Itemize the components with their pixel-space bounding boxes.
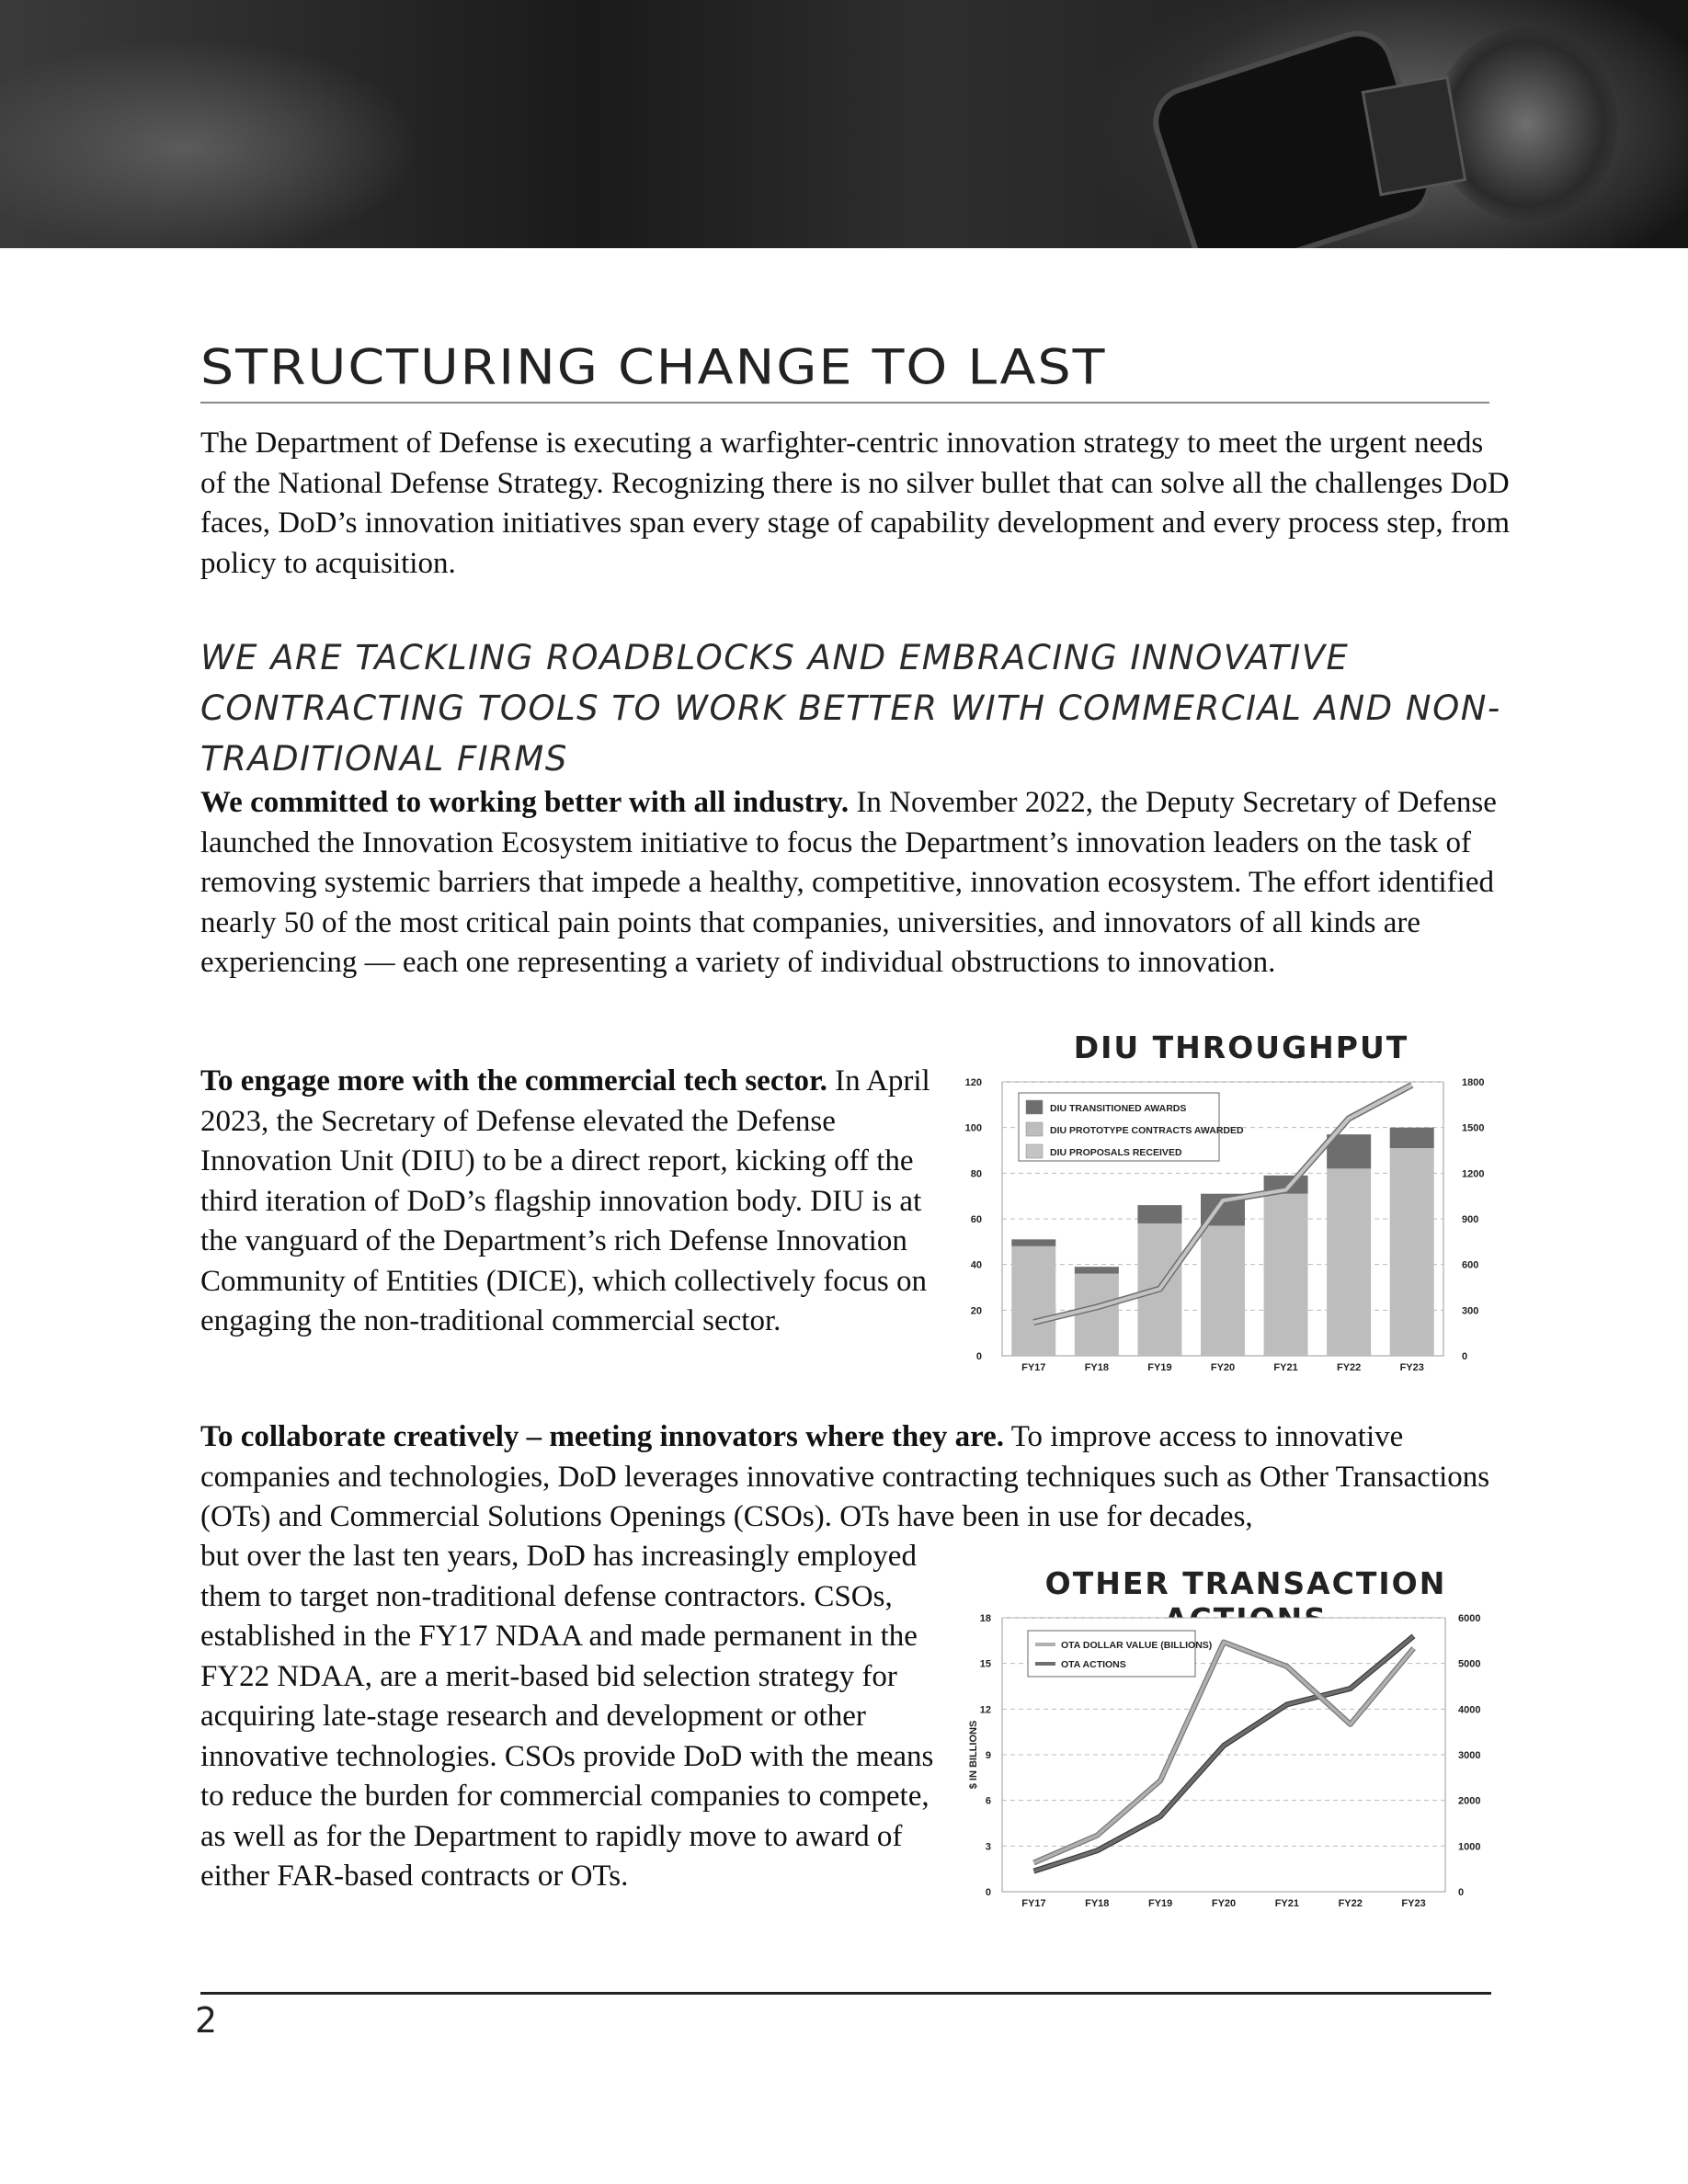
y2-tick-label: 0	[1458, 1887, 1465, 1898]
intro-paragraph: The Department of Defense is executing a warfighter-centric innovation strategy to meet the urgent needs of the National Defense Strategy. Recognizing there is no silver bullet that can solve all the challenges DoD faces, DoD’s innovation initiatives span every stage of capability development and every process step, from policy to acquisition.	[200, 427, 1511, 580]
legend-label: DIU PROTOTYPE CONTRACTS AWARDED	[1050, 1125, 1244, 1136]
x-tick-label: FY22	[1338, 1898, 1363, 1909]
y2-tick-label: 1500	[1462, 1122, 1485, 1134]
bar-prototype-awards	[1390, 1148, 1434, 1356]
diu-throughput-chart	[947, 1071, 1499, 1379]
y2-tick-label: 4000	[1458, 1704, 1481, 1716]
legend-swatch	[1026, 1100, 1043, 1114]
bar-prototype-awards	[1075, 1274, 1119, 1356]
ota-chart-title: OTHER TRANSACTION	[1044, 1565, 1447, 1601]
y-tick-label: 9	[985, 1750, 991, 1761]
x-tick-label: FY20	[1211, 1898, 1237, 1909]
paragraph-lead: To engage more with the commercial tech sector.	[200, 1064, 827, 1098]
footer-divider	[200, 1992, 1491, 1995]
section-subheading: WE ARE TACKLING ROADBLOCKS AND EMBRACING INNOVATIVE CONTRACTING TOOLS TO WORK BETTER WITH COMMERCIAL AND NON-TRADITIONAL FIRMS	[200, 638, 1501, 779]
x-tick-label: FY18	[1085, 1898, 1110, 1909]
y-tick-label: 3	[985, 1841, 991, 1853]
paragraph-body: To improve access to innovative companies and technologies, DoD leverages innovative contracting techniques such as Other Transactions (OTs) and Commercial Solutions Openings (CSOs). OTs have been in use for decades,	[200, 1420, 1490, 1533]
legend-label: OTA DOLLAR VALUE (BILLIONS)	[1061, 1640, 1213, 1651]
y-tick-label: 20	[970, 1305, 982, 1317]
y-tick-label: 40	[970, 1259, 982, 1271]
paragraph-lead: To collaborate creatively – meeting innovators where they are.	[200, 1420, 1005, 1453]
bar-prototype-awards	[1011, 1246, 1055, 1356]
y2-tick-label: 1200	[1462, 1168, 1485, 1180]
bar-transitioned-awards	[1075, 1267, 1119, 1273]
paragraph-body: In November 2022, the Deputy Secretary of Defense launched the Innovation Ecosystem initiative to focus the Department’s innovation leaders on the task of removing systemic barriers that impede a healthy, competitive, innovation ecosystem. The effort identified nearly 50 of the most critical pain points that companies, universities, and innovators of all kinds are experiencing — each one representing a variety of individual obstructions to innovation.	[200, 786, 1497, 979]
bar-prototype-awards	[1327, 1168, 1371, 1356]
bar-transitioned-awards	[1137, 1205, 1181, 1223]
page-title: STRUCTURING CHANGE TO LAST	[200, 339, 1107, 396]
x-tick-label: FY19	[1147, 1362, 1172, 1373]
legend-label: DIU PROPOSALS RECEIVED	[1050, 1147, 1182, 1158]
paragraph-industry	[200, 783, 1515, 984]
x-tick-label: FY20	[1210, 1362, 1236, 1373]
x-tick-label: FY22	[1336, 1362, 1362, 1373]
page-number: 2	[195, 2000, 220, 2041]
y2-tick-label: 2000	[1458, 1795, 1481, 1807]
legend-label: DIU TRANSITIONED AWARDS	[1050, 1103, 1187, 1114]
paragraph-collaborate	[200, 1417, 1515, 1538]
y-tick-label: 100	[964, 1122, 982, 1134]
hero-banner-image	[0, 0, 1688, 248]
y2-tick-label: 1800	[1462, 1077, 1485, 1088]
legend-swatch	[1026, 1144, 1043, 1158]
paragraph-commercial-tech	[200, 1062, 945, 1342]
y2-tick-label: 3000	[1458, 1750, 1481, 1761]
y2-tick-label: 1000	[1458, 1841, 1481, 1853]
x-tick-label: FY18	[1084, 1362, 1110, 1373]
bar-prototype-awards	[1264, 1194, 1308, 1356]
y-tick-label: 12	[979, 1704, 991, 1716]
y-tick-label: 6	[985, 1795, 991, 1807]
y-tick-label: 0	[985, 1887, 991, 1898]
title-divider	[200, 402, 1489, 404]
paragraph-lead: We committed to working better with all industry.	[200, 786, 850, 819]
x-tick-label: FY21	[1274, 1898, 1300, 1909]
y2-tick-label: 300	[1462, 1305, 1479, 1317]
y-tick-label: 0	[975, 1351, 982, 1362]
x-tick-label: FY21	[1273, 1362, 1298, 1373]
other-transaction-actions-chart	[965, 1607, 1499, 1919]
bar-prototype-awards	[1201, 1225, 1245, 1356]
paragraph-body: In April 2023, the Secretary of Defense elevated the Defense Innovation Unit (DIU) to be a direct report, kicking off the third iteration of DoD’s flagship innovation body. DIU is at the vanguard of the Department’s rich Defense Innovation Community of Entities (DICE), which collectively focus on engaging the non-traditional commercial sector.	[200, 1064, 930, 1337]
y2-tick-label: 0	[1462, 1351, 1468, 1362]
y2-tick-label: 600	[1462, 1259, 1479, 1271]
legend-swatch	[1026, 1122, 1043, 1136]
y-tick-label: 80	[970, 1168, 982, 1180]
x-tick-label: FY17	[1021, 1898, 1046, 1909]
bar-transitioned-awards	[1011, 1239, 1055, 1246]
x-tick-label: FY19	[1147, 1898, 1173, 1909]
y2-tick-label: 5000	[1458, 1658, 1481, 1670]
y-tick-label: 120	[964, 1077, 982, 1088]
y-tick-label: 60	[970, 1214, 982, 1225]
x-tick-label: FY17	[1021, 1362, 1046, 1373]
x-tick-label: FY23	[1401, 1898, 1426, 1909]
y-axis-label: $ IN BILLIONS	[968, 1720, 979, 1790]
y2-tick-label: 6000	[1458, 1613, 1481, 1624]
bar-transitioned-awards	[1390, 1128, 1434, 1148]
y-tick-label: 18	[979, 1613, 991, 1624]
x-tick-label: FY23	[1399, 1362, 1424, 1373]
y2-tick-label: 900	[1462, 1214, 1479, 1225]
paragraph-collaborate-continued: but over the last ten years, DoD has increasingly employed them to target non-traditional defense contractors. CSOs, established in the FY17 NDAA and made permanent in the FY22 NDAA, are a merit-based bid selection strategy for acquiring late-stage research and development or other innovative technologies. CSOs provide DoD with the means to reduce the burden for commercial companies to compete, as well as for the Department to rapidly move to award of either FAR-based contracts or OTs.	[200, 1540, 934, 1893]
y-tick-label: 15	[979, 1658, 991, 1670]
diu-chart-title: DIU THROUGHPUT	[1073, 1029, 1409, 1065]
legend-label: OTA ACTIONS	[1061, 1659, 1126, 1670]
